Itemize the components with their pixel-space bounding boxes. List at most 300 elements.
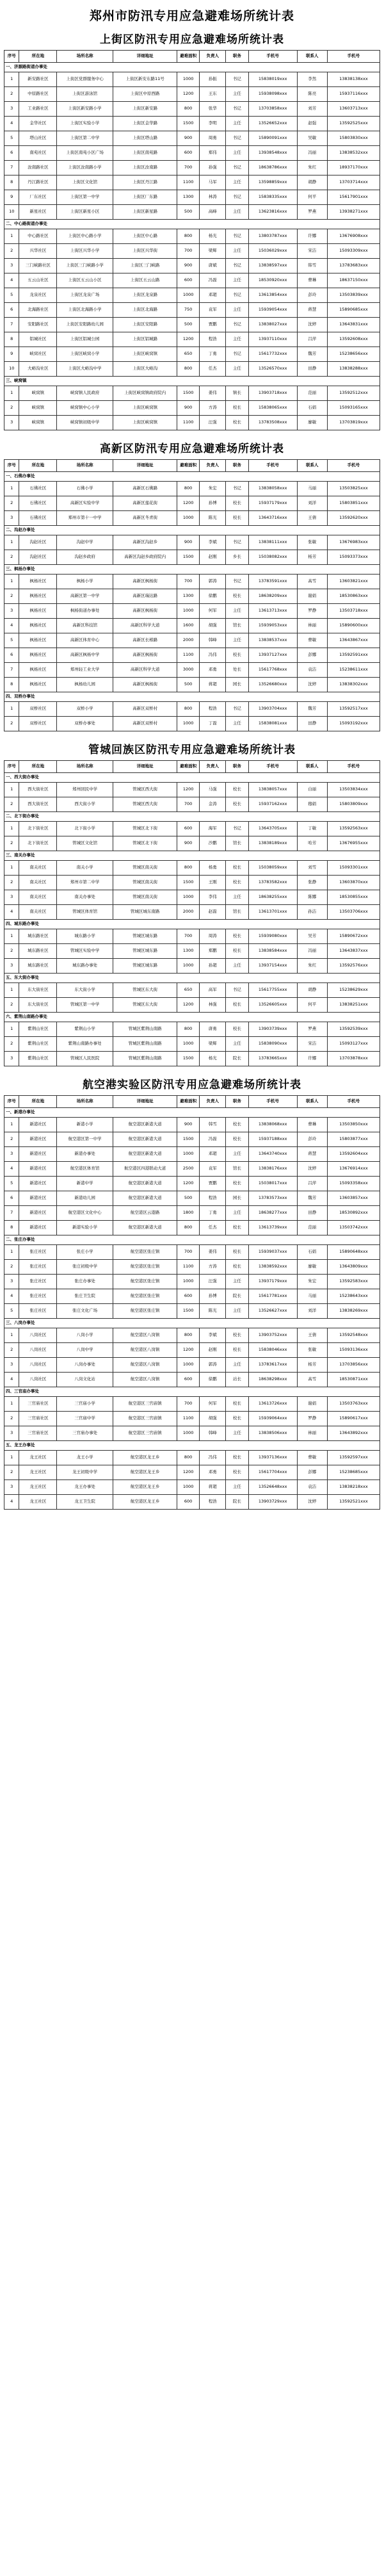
table-row (4, 1037, 380, 1052)
table-cell: 厂东社区 (19, 190, 57, 205)
column-header: 场所名称 (57, 1096, 113, 1108)
column-header: 场所名称 (57, 51, 113, 63)
table-cell: 李伟 (200, 890, 226, 905)
table-cell: 1000 (177, 72, 199, 87)
table-cell: 主任 (226, 1304, 248, 1319)
table-cell: 枫杨社区 (19, 663, 57, 678)
table-cell: 徐鹏 (200, 1373, 226, 1387)
table-cell: 13938548xxx (248, 146, 297, 161)
table-cell: 13937136xxx (248, 1451, 297, 1465)
table-cell: 1000 (177, 959, 199, 974)
table-cell: 张庄社区 (19, 1275, 57, 1289)
table-cell: 新港社区 (19, 1221, 57, 1235)
table-cell: 张庄小学 (57, 1245, 113, 1260)
table-cell: 校长 (226, 1221, 248, 1235)
table-cell: 书记 (226, 190, 248, 205)
table-cell: 管城区南关街 (113, 876, 177, 890)
table-cell: 张庄文化广场 (57, 1304, 113, 1319)
section-row (4, 526, 380, 535)
column-header: 所在地 (19, 1096, 57, 1108)
shelter-table (4, 50, 380, 430)
table-cell: 13783617xxx (248, 1358, 297, 1373)
table-cell: 书记 (226, 575, 248, 589)
table-cell: 1 (4, 535, 19, 550)
table-cell: 龙王初级中学 (57, 1465, 113, 1480)
table-cell: 600 (177, 146, 199, 161)
table-cell: 新港社区 (19, 1206, 57, 1221)
column-header: 避难面积 (177, 1096, 199, 1108)
table-cell: 校长 (226, 1451, 248, 1465)
table-cell: 1 (4, 1022, 19, 1037)
table-cell: 13783683xxx (327, 259, 380, 273)
table-cell: 丁勇 (200, 347, 226, 362)
table-cell: 方涛 (200, 1260, 226, 1275)
table-cell: 管城区北下街 (113, 836, 177, 851)
table-cell: 15939080xxx (248, 929, 297, 944)
table-cell: 管城区实验中学 (57, 944, 113, 959)
table-cell: 航空港区龙王乡 (113, 1451, 177, 1465)
table-cell: 胡强 (200, 619, 226, 633)
column-header: 手机号 (248, 761, 297, 773)
table-cell: 上街区实验小学 (57, 117, 113, 131)
table-cell: 1 (4, 1328, 19, 1343)
table-cell: 航空港区三官庙镇 (113, 1426, 177, 1441)
table-cell: 书记 (226, 229, 248, 244)
table-cell: 石佛社区 (19, 482, 57, 496)
table-cell: 上街区三门峡路 (113, 259, 177, 273)
table-row (4, 1304, 380, 1319)
table-cell: 校长 (226, 496, 248, 511)
table-cell: 13643837xxx (327, 944, 380, 959)
table-cell: 城东路社区 (19, 929, 57, 944)
table-cell: 赵强 (297, 117, 327, 131)
table-cell: 处长 (226, 663, 248, 678)
table-cell: 10 (4, 205, 19, 220)
table-row (4, 303, 380, 318)
table-row (4, 288, 380, 303)
table-cell: 2 (4, 1260, 19, 1275)
table-cell: 峡窝镇初级中学 (57, 416, 113, 430)
table-cell: 航空港区云港路 (113, 1206, 177, 1221)
table-cell: 600 (177, 1373, 199, 1387)
table-cell: 18638255xxx (248, 890, 297, 905)
table-cell: 5 (4, 1304, 19, 1319)
table-cell: 西大街小学 (57, 797, 113, 812)
table-cell: 800 (177, 1221, 199, 1235)
table-cell: 2000 (177, 633, 199, 648)
column-header: 手机号 (248, 51, 297, 63)
table-cell: 上街区第一中学 (57, 190, 113, 205)
table-cell: 13838057xxx (248, 783, 297, 797)
table-cell: 15803877xxx (327, 1132, 380, 1147)
table-cell: 八岗文化站 (57, 1373, 113, 1387)
column-header: 所在地 (19, 460, 57, 472)
table-cell: 龙王社区 (19, 1465, 57, 1480)
table-cell: 15617704xxx (248, 1465, 297, 1480)
table-cell: 张庄社区 (19, 1289, 57, 1304)
table-cell: 航空港区新港大道 (113, 1132, 177, 1147)
table-cell: 蒋慧 (297, 303, 327, 318)
table-cell: 邓超 (200, 288, 226, 303)
table-cell: 13903729xxx (248, 1495, 297, 1510)
table-cell: 高新区枫杨街 (113, 678, 177, 692)
table-cell: 新港社区 (19, 1147, 57, 1162)
table-cell: 高新区科学大道 (113, 619, 177, 633)
table-cell: 陈亮 (297, 87, 327, 102)
table-cell: 航空港区张庄镇 (113, 1275, 177, 1289)
table-cell: 主任 (226, 303, 248, 318)
table-cell: 15093373xxx (327, 550, 380, 565)
table-row (4, 1397, 380, 1412)
table-cell: 13838027xxx (248, 318, 297, 332)
table-cell: 梁辉 (200, 244, 226, 259)
table-cell: 龙泉社区 (19, 288, 57, 303)
table-cell: 13838288xxx (327, 362, 380, 377)
table-cell: 沈婷 (297, 678, 327, 692)
table-cell: 13703856xxx (327, 1358, 380, 1373)
table-cell: 1500 (177, 117, 199, 131)
section-row (4, 377, 380, 386)
table-cell: 八岗中学 (57, 1343, 113, 1358)
table-row (4, 604, 380, 619)
table-cell: 书记 (226, 102, 248, 117)
table-cell: 8 (4, 332, 19, 347)
table-cell: 书记 (226, 318, 248, 332)
table-cell: 13838176xxx (248, 1162, 297, 1177)
table-cell: 3 (4, 102, 19, 117)
table-cell: 乡长 (226, 550, 248, 565)
table-cell: 13643809xxx (327, 1260, 380, 1275)
table-cell: 6 (4, 648, 19, 663)
table-cell: 15939053xxx (248, 619, 297, 633)
table-cell: 校长 (226, 589, 248, 604)
table-cell: 航空港区新港大道 (113, 1191, 177, 1206)
table-cell: 700 (177, 244, 199, 259)
table-cell: 城东路社区 (19, 959, 57, 974)
header-row (4, 460, 380, 472)
table-cell: 石佛小学 (57, 482, 113, 496)
column-header: 联系人 (297, 51, 327, 63)
table-cell: 冯伟 (200, 648, 226, 663)
table-cell: 上街区游泳馆 (57, 87, 113, 102)
table-cell: 主任 (226, 1037, 248, 1052)
table-cell: 8 (4, 175, 19, 190)
table-cell: 书记 (226, 347, 248, 362)
table-cell: 4 (4, 117, 19, 131)
table-cell: 15939054xxx (248, 303, 297, 318)
table-cell: 13703878xxx (327, 1052, 380, 1066)
table-cell: 高新区实验中学 (57, 496, 113, 511)
table-cell: 13838251xxx (327, 998, 380, 1013)
table-row (4, 229, 380, 244)
table-cell: 上街区北海路小学 (57, 303, 113, 318)
table-cell: 书记 (226, 131, 248, 146)
table-cell: 主任 (226, 1275, 248, 1289)
table-cell: 750 (177, 303, 199, 318)
table-row (4, 1162, 380, 1177)
table-cell: 范丽 (297, 1221, 327, 1235)
table-cell: 新港社区 (19, 1118, 57, 1132)
table-cell: 4 (4, 905, 19, 920)
table-cell: 林丽 (297, 1426, 327, 1441)
table-cell: 13592597xxx (327, 1451, 380, 1465)
table-cell: 南关小学 (57, 861, 113, 876)
table-cell: 15890617xxx (327, 1412, 380, 1426)
table-cell: 1500 (177, 1304, 199, 1319)
table-cell: 高新区石佛路 (113, 482, 177, 496)
table-cell: 枫杨社区 (19, 633, 57, 648)
table-cell: 管城区文化馆 (57, 836, 113, 851)
table-cell: 13503718xxx (327, 604, 380, 619)
table-row (4, 929, 380, 944)
table-cell: 13603821xxx (327, 575, 380, 589)
table-cell: 3 (4, 959, 19, 974)
table-cell: 张庄社区 (19, 1260, 57, 1275)
table-cell: 3 (4, 1052, 19, 1066)
shelter-table (4, 1095, 380, 1510)
table-cell: 杨芳 (297, 550, 327, 565)
table-cell: 2500 (177, 1162, 199, 1177)
table-cell: 13838302xxx (327, 678, 380, 692)
table-cell: 15803809xxx (327, 797, 380, 812)
table-cell: 新港小学 (57, 1118, 113, 1132)
table-cell: 900 (177, 401, 199, 416)
table-cell: 魏芳 (297, 347, 327, 362)
column-header: 避难面积 (177, 460, 199, 472)
table-row (4, 1022, 380, 1037)
table-cell: 500 (177, 318, 199, 332)
table-cell: 枫杨社区 (19, 648, 57, 663)
table-cell: 1 (4, 983, 19, 998)
table-cell: 13803787xxx (248, 229, 297, 244)
table-cell: 13903704xxx (248, 702, 297, 717)
table-cell: 郑州回民中学 (57, 783, 113, 797)
table-cell: 航空港区张庄镇 (113, 1260, 177, 1275)
table-cell: 新港社区 (19, 1177, 57, 1191)
table-row (4, 1495, 380, 1510)
table-cell: 书记 (226, 161, 248, 175)
column-header: 避难面积 (177, 51, 199, 63)
table-row (4, 1328, 380, 1343)
column-header: 手机号 (248, 1096, 297, 1108)
table-cell: 紫荆山社区 (19, 1052, 57, 1066)
table-cell: 高新区体育中心 (57, 633, 113, 648)
table-cell: 管城区南关街 (113, 861, 177, 876)
table-cell: 中原路社区 (19, 87, 57, 102)
table-cell: 吴芳 (297, 929, 327, 944)
table-cell: 主任 (226, 1206, 248, 1221)
table-cell: 冯丽 (297, 944, 327, 959)
table-row (4, 259, 380, 273)
table-cell: 高雪 (297, 575, 327, 589)
table-cell: 18638277xxx (248, 1206, 297, 1221)
table-cell: 校长 (226, 1465, 248, 1480)
table-cell: 13703858xxx (248, 102, 297, 117)
table-cell: 紫荆山社区 (19, 1022, 57, 1037)
table-cell: 许娜 (297, 1052, 327, 1066)
table-cell: 安阳路社区 (19, 318, 57, 332)
table-cell: 镇长 (226, 386, 248, 401)
table-cell: 1300 (177, 589, 199, 604)
table-cell: 13643716xxx (248, 511, 297, 526)
table-cell: 800 (177, 702, 199, 717)
table-cell: 15238685xxx (327, 1465, 380, 1480)
table-cell: 2 (4, 876, 19, 890)
table-cell: 郑州市第十一中学 (57, 511, 113, 526)
table-cell: 1 (4, 702, 19, 717)
table-cell: 15038082xxx (248, 550, 297, 565)
table-cell: 13838068xxx (248, 1118, 297, 1132)
table-cell: 13592539xxx (327, 1022, 380, 1037)
table-cell: 15937116xxx (327, 87, 380, 102)
section-label: 二、中心路街道办事处 (4, 220, 380, 229)
table-cell: 1600 (177, 619, 199, 633)
table-cell: 15803851xxx (327, 496, 380, 511)
table-cell: 航空港区张庄镇 (113, 1245, 177, 1260)
table-cell: 15038059xxx (248, 861, 297, 876)
table-cell: 600 (177, 1289, 199, 1304)
table-cell: 唐勇 (200, 1022, 226, 1037)
table-cell: 书记 (226, 702, 248, 717)
table-cell: 上街区塔山路 (113, 131, 177, 146)
table-title: 航空港实验区防汛专用应急避难场所统计表 (83, 1079, 301, 1091)
table-cell: 700 (177, 929, 199, 944)
table-cell: 林涛 (200, 190, 226, 205)
table-cell: 龙王小学 (57, 1451, 113, 1465)
table-cell: 1300 (177, 944, 199, 959)
table-cell: 航空港区体育馆 (57, 1162, 113, 1177)
table-cell: 紫荆山社区 (19, 1037, 57, 1052)
table-cell: 任杰 (200, 362, 226, 377)
section-row (4, 920, 380, 929)
table-cell: 18530920xxx (248, 273, 297, 288)
table-cell: 1 (4, 929, 19, 944)
table-cell: 谢娟 (297, 1397, 327, 1412)
table-cell: 13503763xxx (327, 1397, 380, 1412)
table-cell: 冯伟 (200, 1451, 226, 1465)
table-row (4, 1465, 380, 1480)
table-row (4, 482, 380, 496)
table-cell: 南关社区 (19, 876, 57, 890)
section-row (4, 773, 380, 783)
table-cell: 高新区莲花街 (113, 496, 177, 511)
table-cell: 13592583xxx (327, 1275, 380, 1289)
column-header: 详细地址 (113, 761, 177, 773)
table-cell: 13937154xxx (248, 959, 297, 974)
column-header: 手机号 (248, 460, 297, 472)
table-cell: 书记 (226, 822, 248, 836)
column-header: 负责人 (200, 1096, 226, 1108)
table-cell: 管城区西大街 (113, 783, 177, 797)
table-row (4, 1177, 380, 1191)
table-cell: 峡窝镇中心小学 (57, 401, 113, 416)
table-row (4, 1206, 380, 1221)
table-cell: 管城区北下街 (113, 822, 177, 836)
table-cell: 彭娜 (297, 1465, 327, 1480)
table-cell: 高新区枫杨中学 (57, 648, 113, 663)
table-cell: 15939037xxx (248, 1245, 297, 1260)
table-row (4, 332, 380, 347)
section-row (4, 1013, 380, 1022)
table-cell: 上街区五云山路 (113, 273, 177, 288)
table-cell: 张敏 (297, 535, 327, 550)
table-cell: 高新区枫杨街 (113, 575, 177, 589)
table-cell: 13838532xxx (327, 146, 380, 161)
table-cell: 13937127xxx (248, 648, 297, 663)
table-cell: 上街区新安东路11号 (113, 72, 177, 87)
table-cell: 15093192xxx (327, 717, 380, 731)
table-cell: 枫杨社区 (19, 678, 57, 692)
table-cell: 蒋慧 (297, 1147, 327, 1162)
table-row (4, 861, 380, 876)
table-cell: 900 (177, 259, 199, 273)
table-cell: 15617732xxx (248, 347, 297, 362)
column-header: 联系人 (297, 761, 327, 773)
table-cell: 主任 (226, 1426, 248, 1441)
table-row (4, 146, 380, 161)
table-row (4, 1412, 380, 1426)
table-cell: 何平 (297, 998, 327, 1013)
table-cell: 院长 (226, 1289, 248, 1304)
table-row (4, 131, 380, 146)
table-cell: 上街区党群服务中心 (57, 72, 113, 87)
table-cell: 管城区紫荆山南路 (113, 1052, 177, 1066)
table-cell: 三官庙小学 (57, 1397, 113, 1412)
table-cell: 5 (4, 1177, 19, 1191)
table-cell: 新港社区 (19, 1191, 57, 1206)
table-cell: 上街区新安路小学 (57, 102, 113, 117)
table-cell: 13938271xxx (327, 205, 380, 220)
table-cell: 高新区沟赵乡 (113, 535, 177, 550)
table-cell: 张敏 (297, 1343, 327, 1358)
table-row (4, 1147, 380, 1162)
table-cell: 冯磊 (200, 1132, 226, 1147)
table-cell: 航空港区新港大道 (113, 1147, 177, 1162)
section-label: 四、三官庙办事处 (4, 1387, 380, 1397)
table-cell: 上街区第二中学 (57, 131, 113, 146)
table-cell: 航空港区第一中学 (57, 1132, 113, 1147)
table-row (4, 876, 380, 890)
table-cell: 航空港区四港联动大道 (113, 1162, 177, 1177)
page-title: 郑州市防汛专用应急避难场所统计表 (89, 9, 294, 23)
table-cell: 紫荆山南路办事处 (57, 1037, 113, 1052)
table-cell: 高军 (200, 983, 226, 998)
table-cell: 彭娜 (297, 648, 327, 663)
table-row (4, 161, 380, 175)
column-header: 手机号 (327, 460, 380, 472)
table-row (4, 416, 380, 430)
table-cell: 书记 (226, 482, 248, 496)
table-cell: 校长 (226, 1343, 248, 1358)
table-cell: 北下街小学 (57, 822, 113, 836)
table-row (4, 998, 380, 1013)
table-row (4, 190, 380, 205)
table-cell: 600 (177, 822, 199, 836)
table-cell: 北下街社区 (19, 836, 57, 851)
section-label: 五、东大街办事处 (4, 974, 380, 983)
table-cell: 沈婷 (297, 1495, 327, 1510)
table-cell: 13503850xxx (327, 1118, 380, 1132)
table-row (4, 1426, 380, 1441)
section-row (4, 1387, 380, 1397)
table-cell: 主任 (226, 1480, 248, 1495)
table-cell: 曹琳 (297, 273, 327, 288)
table-cell: 13643705xxx (248, 822, 297, 836)
table-cell: 枫杨街道办事处 (57, 604, 113, 619)
column-header: 所在地 (19, 761, 57, 773)
table-cell: 1200 (177, 87, 199, 102)
table-cell: 校长 (226, 876, 248, 890)
